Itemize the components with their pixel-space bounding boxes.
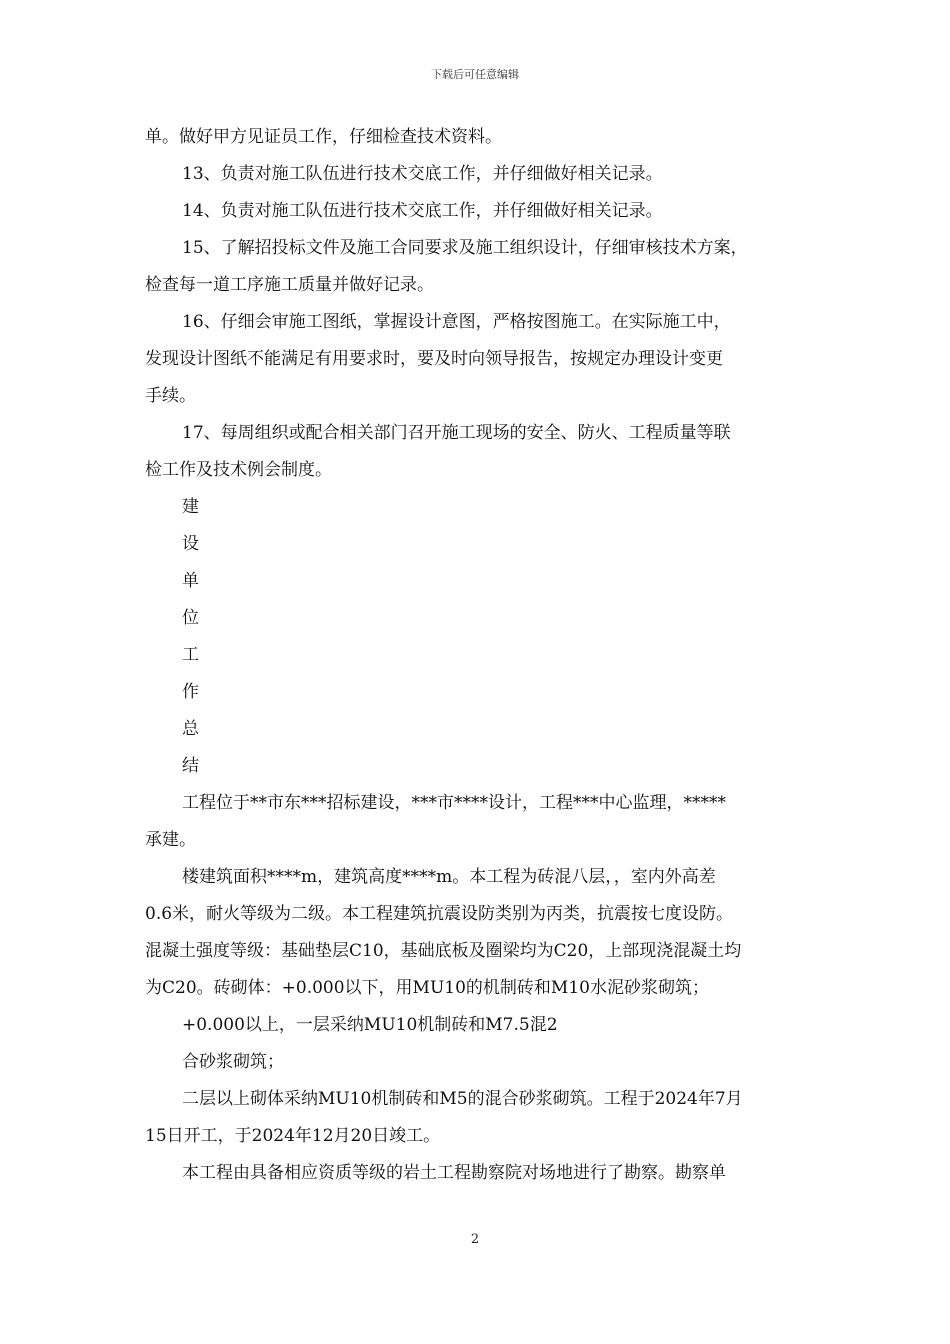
paragraph-line: 16、仔细会审施工图纸，掌握设计意图，严格按图施工。在实际施工中， (182, 312, 731, 332)
paragraph-line: 为C20。砖砌体：+0.000以下，用MU10的机制砖和M10水泥砂浆砌筑； (145, 978, 709, 998)
vertical-section-title (145, 489, 815, 785)
paragraph-line: +0.000以上，一层采纳MU10机制砖和M7.5混2 (182, 1015, 558, 1035)
title-char: 结 (182, 756, 199, 776)
paragraph-line: 混凝土强度等级：基础垫层C10，基础底板及圈梁均为C20，上部现浇混凝土均 (145, 941, 742, 961)
title-char: 总 (182, 719, 199, 739)
paragraph-line: 二层以上砌体采纳MU10机制砖和M5的混合砂浆砌筑。工程于2024年7月 (182, 1089, 743, 1109)
paragraph-line: 检工作及技术例会制度。 (145, 460, 332, 480)
title-char: 建 (182, 497, 199, 517)
paragraph-line: 发现设计图纸不能满足有用要求时，要及时向领导报告，按规定办理设计变更 (145, 349, 723, 369)
paragraph-line: 承建。 (145, 830, 196, 850)
title-char: 设 (182, 534, 199, 554)
title-char: 作 (182, 682, 199, 702)
paragraph-line: 工程位于**市东***招标建设，***市****设计，工程***中心监理，***** (182, 793, 726, 813)
paragraph-line: 楼建筑面积****m，建筑高度****m。本工程为砖混八层，，室内外高差 (182, 867, 716, 887)
paragraph-line: 单。做好甲方见证员工作，仔细检查技术资料。 (145, 127, 502, 147)
paragraph-line: 15、了解招投标文件及施工合同要求及施工组织设计，仔细审核技术方案， (182, 238, 748, 258)
paragraph-line: 手续。 (145, 386, 196, 406)
title-char: 单 (182, 571, 199, 591)
paragraph-line: 15日开工，于2024年12月20日竣工。 (145, 1126, 441, 1146)
title-char: 工 (182, 645, 199, 665)
paragraph-line: 合砂浆砌筑； (182, 1052, 284, 1072)
page-header: 下载后可任意编辑 (431, 68, 519, 81)
paragraph-line: 13、负责对施工队伍进行技术交底工作，并仔细做好相关记录。 (182, 164, 663, 184)
document-body (145, 119, 815, 1192)
paragraph-line: 17、每周组织或配合相关部门召开施工现场的安全、防火、工程质量等联 (182, 423, 731, 443)
paragraph-line: 检查每一道工序施工质量并做好记录。 (145, 275, 434, 295)
title-char: 位 (182, 608, 199, 628)
page-number: 2 (470, 1232, 480, 1247)
paragraph-line: 本工程由具备相应资质等级的岩土工程勘察院对场地进行了勘察。勘察单 (182, 1163, 726, 1183)
paragraph-line: 14、负责对施工队伍进行技术交底工作，并仔细做好相关记录。 (182, 201, 663, 221)
paragraph-line: 0.6米，耐火等级为二级。本工程建筑抗震设防类别为丙类，抗震按七度设防。 (145, 904, 734, 924)
